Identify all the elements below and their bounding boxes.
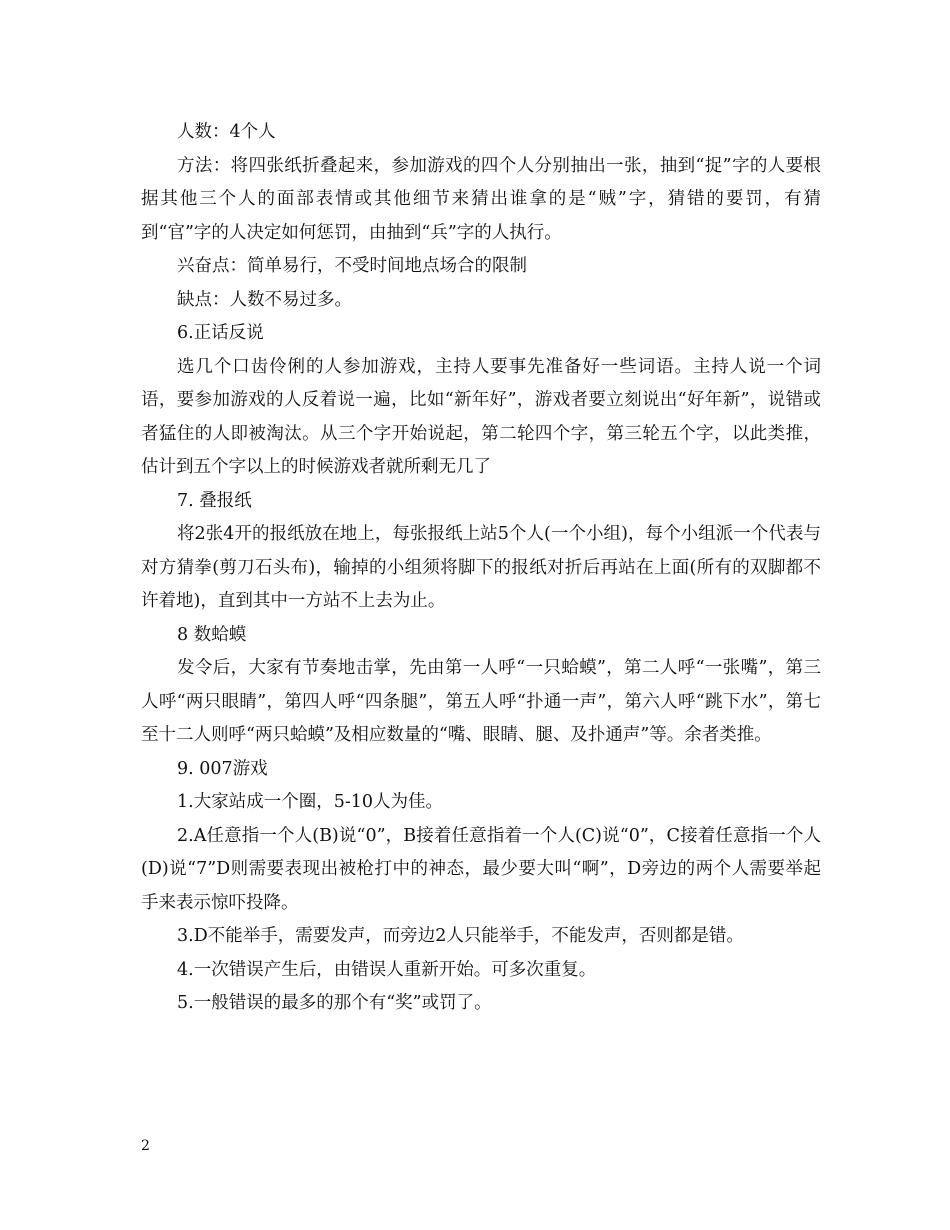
paragraph-participants: 人数：4个人 — [177, 122, 276, 142]
rule-item-2: 2.A任意指一个人(B)说“0”，B接着任意指着一个人(C)说“0”，C接着任意指一个人(D)说“7”D则需要表现出被枪打中的神态，最少要大叫“啊”，D旁边的两个人需要举起手来表示惊吓投降。 — [141, 825, 821, 913]
section-heading-6: 6.正话反说 — [177, 323, 264, 343]
paragraph-highlight: 兴奋点：简单易行，不受时间地点场合的限制 — [177, 256, 527, 276]
paragraph-section-6: 选几个口齿伶俐的人参加游戏，主持人要事先准备好一些词语。主持人说一个词语，要参加游戏的人反着说一遍，比如“新年好”，游戏者要立刻说出“好年新”，说错或者猛住的人即被淘汰。从三个字开始说起，第二轮四个字，第三轮五个字，以此类推，估计到五个字以上的时候游戏者就所剩无几了 — [141, 356, 821, 477]
paragraph-section-8: 发令后，大家有节奏地击掌，先由第一人呼“一只蛤蟆”，第二人呼“一张嘴”，第三人呼“两只眼睛”，第四人呼“四条腿”，第五人呼“扑通一声”，第六人呼“跳下水”，第七至十二人则呼“两只蛤蟆”及相应数量的“嘴、眼睛、腿、及扑通声”等。余者类推。 — [141, 658, 821, 745]
section-heading-8: 8 数蛤蟆 — [177, 624, 247, 645]
rule-item-1: 1.大家站成一个圈，5-10人为佳。 — [177, 792, 444, 812]
paragraph-drawback: 缺点：人数不易过多。 — [177, 289, 352, 310]
rule-item-5: 5.一般错误的最多的那个有“奖”或罚了。 — [177, 993, 492, 1013]
paragraph-section-7: 将2张4开的报纸放在地上，每张报纸上站5个人(一个小组)，每个小组派一个代表与对方猜拳(剪刀石头布)，输掉的小组须将脚下的报纸对折后再站在上面(所有的双脚都不许着地)，直到其中一方站不上去为止。 — [141, 524, 821, 611]
page-number: 2 — [141, 1138, 150, 1154]
document-body — [141, 116, 821, 1021]
paragraph-method: 方法：将四张纸折叠起来，参加游戏的四个人分别抽出一张，抽到“捉”字的人要根据其他三个人的面部表情或其他细节来猜出谁拿的是“贼”字，猜错的要罚，有猜到“官”字的人决定如何惩罚，由抽到“兵”字的人执行。 — [141, 155, 821, 243]
section-heading-7: 7. 叠报纸 — [177, 490, 252, 511]
rule-item-4: 4.一次错误产生后，由错误人重新开始。可多次重复。 — [177, 959, 597, 980]
section-heading-9: 9. 007游戏 — [177, 758, 268, 779]
rule-item-3: 3.D不能举手，需要发声，而旁边2人只能举手，不能发声，否则都是错。 — [177, 926, 744, 946]
